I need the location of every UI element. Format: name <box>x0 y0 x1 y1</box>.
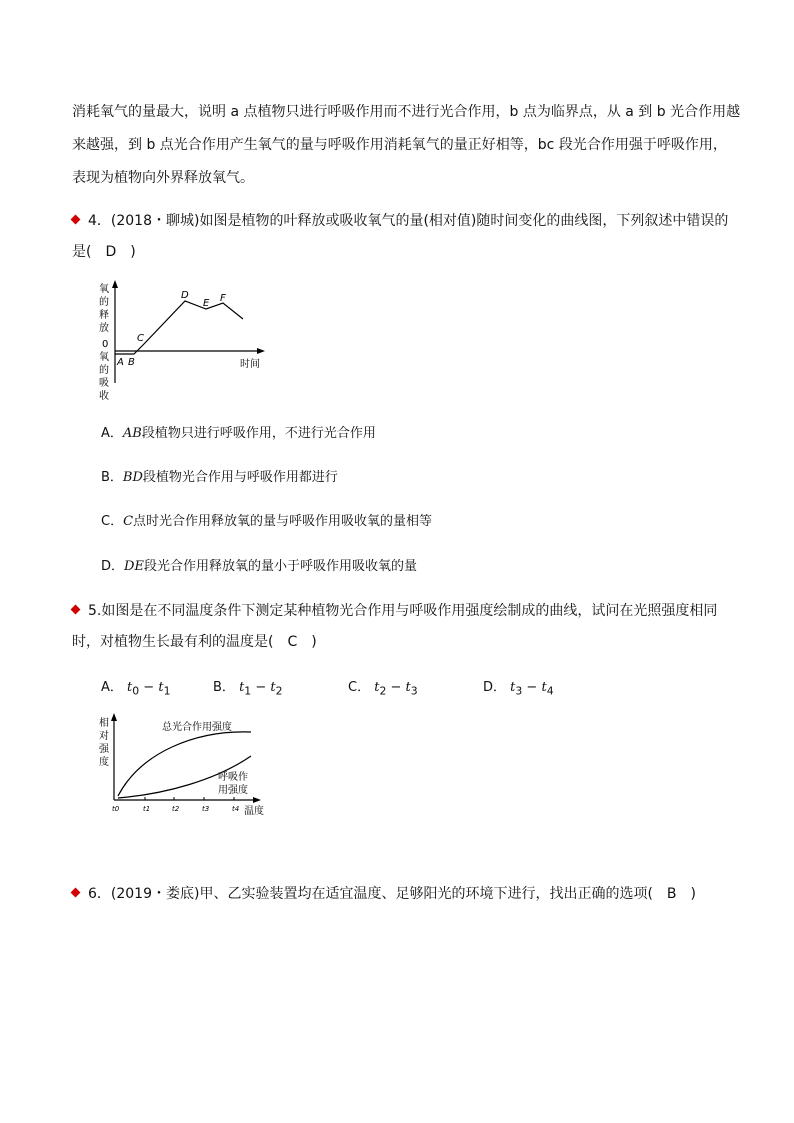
y-label-char: 的 <box>99 297 109 308</box>
point-b-label: B <box>128 357 135 368</box>
q5-option-d: D． $t_3 - t_4$ <box>483 680 554 698</box>
intro-line-1: 消耗氧气的量最大，说明 a 点植物只进行呼吸作用而不进行光合作用，b 点为临界点，从 a 到 b 光合作用越 <box>72 104 741 120</box>
curve-label-photosynthesis: 总光合作用强度 <box>162 722 232 733</box>
red-diamond-icon <box>71 888 81 898</box>
point-f-label: F <box>220 293 226 304</box>
q4-option-c: C．C点时光合作用释放氧的量与呼吸作用吸收氧的量相等 <box>101 514 433 529</box>
y-label-char: 的 <box>99 365 109 376</box>
y-label-char: 强 <box>99 744 109 755</box>
red-diamond-icon <box>71 605 81 615</box>
q5-stem-line-2: 时，对植物生长最有利的温度是( C ) <box>72 634 317 650</box>
zero-label: 0 <box>102 339 109 350</box>
point-c-label: C <box>137 333 144 344</box>
q4-stem-line-1 <box>72 212 728 230</box>
x-axis-label: 时间 <box>240 359 260 370</box>
tick-label: t2 <box>172 805 180 813</box>
tick-label: t0 <box>112 805 120 813</box>
q4-option-d: D．DE段光合作用释放氧的量小于呼吸作用吸收氧的量 <box>101 559 417 574</box>
tick-label: t1 <box>143 805 151 813</box>
q4-oxygen-graph <box>90 278 280 403</box>
q5-option-b: B． $t_1 - t_2$ <box>213 680 283 698</box>
point-e-label: E <box>203 298 210 309</box>
q4-stem-text: 4．(2018・聊城)如图是植物的叶释放或吸收氧气的量(相对值)随时间变化的曲线图，下列叙述中错误的 <box>88 213 729 229</box>
q6-stem-text: 6．(2019・娄底)甲、乙实验装置均在适宜温度、足够阳光的环境下进行，找出正确的选项( B ) <box>88 886 696 902</box>
q6-stem-line-1 <box>72 885 696 903</box>
y-label-char: 收 <box>99 391 109 402</box>
q5-option-c: C． $t_2 - t_3$ <box>348 680 418 698</box>
intro-line-3: 表现为植物向外界释放氧气。 <box>72 170 254 186</box>
y-label-char: 氧 <box>99 284 109 295</box>
y-label-char: 对 <box>99 731 109 742</box>
tick-label: t4 <box>232 805 240 813</box>
intro-line-2: 来越强，到 b 点光合作用产生氧气的量与呼吸作用消耗氧气的量正好相等，bc 段光合作用强于呼吸作用， <box>72 137 727 153</box>
tick-label: t3 <box>202 805 210 813</box>
red-diamond-icon <box>71 215 81 225</box>
q4-option-a: A．AB段植物只进行呼吸作用，不进行光合作用 <box>101 426 376 441</box>
y-label-char: 吸 <box>99 378 109 389</box>
q5-stem-text: 5.如图是在不同温度条件下测定某种植物光合作用与呼吸作用强度绘制成的曲线，试问在光照强度相同 <box>88 603 718 619</box>
curve-label-respiration-1: 呼吸作 <box>218 772 248 783</box>
point-a-label: A <box>117 357 124 368</box>
y-label-char: 氧 <box>99 352 109 363</box>
q5-temperature-graph <box>96 712 276 820</box>
q4-stem-line-2: 是( D ) <box>72 244 136 260</box>
y-label-char: 相 <box>99 718 109 729</box>
curve-label-respiration-2: 用强度 <box>218 785 248 796</box>
x-axis-label: 温度 <box>244 806 264 817</box>
y-label-char: 放 <box>99 323 109 334</box>
q4-option-b: B．BD段植物光合作用与呼吸作用都进行 <box>101 470 338 485</box>
q5-stem-line-1 <box>72 602 717 620</box>
q5-option-a: A． $t_0 - t_1$ <box>101 680 171 698</box>
y-label-char: 度 <box>99 757 109 768</box>
y-label-char: 释 <box>99 310 109 321</box>
point-d-label: D <box>181 290 189 301</box>
